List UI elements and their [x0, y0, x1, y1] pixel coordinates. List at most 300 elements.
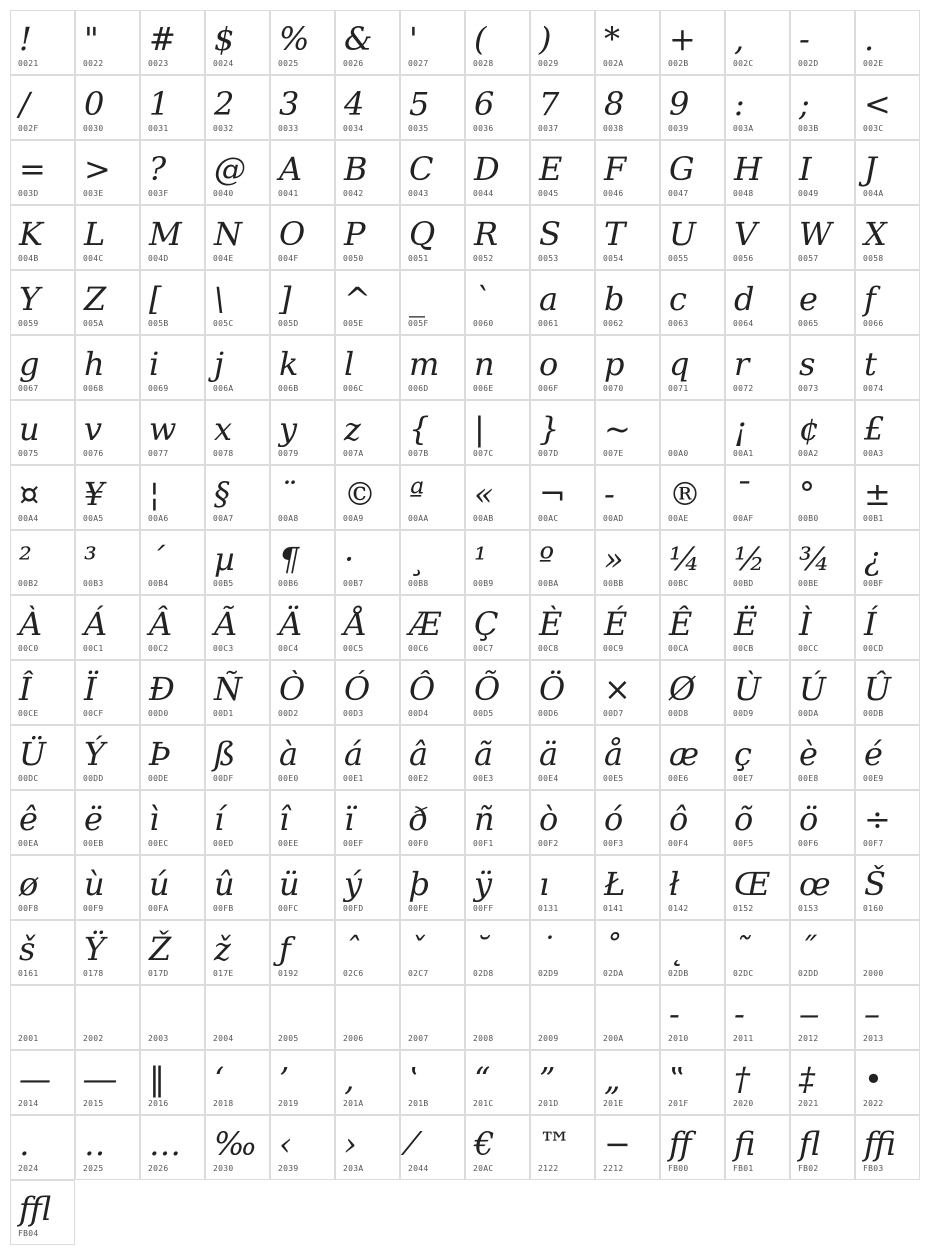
glyph-sample: <: [864, 85, 891, 123]
glyph-codepoint: 00CD: [863, 644, 884, 653]
glyph-sample: ‛: [409, 1060, 420, 1098]
glyph-codepoint: 00E0: [278, 774, 299, 783]
glyph-cell: [10, 75, 75, 140]
glyph-sample: &: [344, 20, 373, 58]
glyph-sample: è: [799, 735, 818, 773]
glyph-cell: [595, 400, 660, 465]
glyph-sample: ': [409, 20, 418, 58]
glyph-cell: [725, 140, 790, 205]
glyph-codepoint: 004A: [863, 189, 884, 198]
glyph-codepoint: 00A7: [213, 514, 234, 523]
glyph-cell: [335, 855, 400, 920]
glyph-cell: [270, 790, 335, 855]
glyph-sample: =: [19, 150, 46, 188]
glyph-cell: [530, 205, 595, 270]
glyph-codepoint: 2008: [473, 1034, 494, 1043]
glyph-codepoint: 007D: [538, 449, 559, 458]
glyph-codepoint: 004E: [213, 254, 234, 263]
glyph-sample: É: [604, 605, 628, 643]
glyph-sample: H: [734, 150, 762, 188]
glyph-codepoint: 2026: [148, 1164, 169, 1173]
glyph-cell: [855, 75, 920, 140]
glyph-cell: [530, 75, 595, 140]
glyph-sample: Þ: [149, 735, 171, 773]
glyph-codepoint: 00B7: [343, 579, 364, 588]
glyph-cell: [855, 400, 920, 465]
glyph-codepoint: 00A3: [863, 449, 884, 458]
glyph-cell: [855, 1050, 920, 1115]
glyph-codepoint: 0031: [148, 124, 169, 133]
glyph-cell: [660, 335, 725, 400]
glyph-cell: [270, 595, 335, 660]
glyph-cell: [855, 855, 920, 920]
glyph-cell: [465, 10, 530, 75]
glyph-codepoint: 00A6: [148, 514, 169, 523]
glyph-sample: ․: [19, 1125, 30, 1163]
glyph-cell: [530, 985, 595, 1050]
glyph-cell: [270, 140, 335, 205]
glyph-codepoint: 00C3: [213, 644, 234, 653]
glyph-sample: ì: [149, 800, 160, 838]
glyph-codepoint: 201D: [538, 1099, 559, 1108]
glyph-cell: [530, 270, 595, 335]
glyph-sample: R: [474, 215, 499, 253]
glyph-cell: [725, 465, 790, 530]
glyph-sample: ¶: [279, 540, 300, 578]
glyph-cell: [75, 790, 140, 855]
glyph-codepoint: 201F: [668, 1099, 689, 1108]
glyph-cell: [205, 140, 270, 205]
glyph-sample: $: [214, 20, 235, 58]
glyph-cell: [400, 400, 465, 465]
glyph-sample: ~: [604, 410, 631, 448]
glyph-cell: [400, 725, 465, 790]
glyph-sample: U: [669, 215, 696, 253]
glyph-cell: [660, 920, 725, 985]
glyph-cell: [205, 855, 270, 920]
glyph-codepoint: 005D: [278, 319, 299, 328]
glyph-codepoint: 0041: [278, 189, 299, 198]
glyph-cell: [790, 335, 855, 400]
glyph-cell: [595, 1115, 660, 1180]
glyph-sample: é: [864, 735, 883, 773]
glyph-codepoint: 002A: [603, 59, 624, 68]
glyph-codepoint: 2044: [408, 1164, 429, 1173]
glyph-cell: [10, 790, 75, 855]
glyph-cell: [725, 595, 790, 660]
glyph-cell: [140, 270, 205, 335]
glyph-cell: [855, 270, 920, 335]
glyph-cell: [10, 725, 75, 790]
glyph-cell: [75, 465, 140, 530]
glyph-sample: œ: [799, 865, 831, 903]
glyph-sample: ﬀ: [669, 1125, 692, 1163]
glyph-cell: [465, 335, 530, 400]
glyph-codepoint: 00B5: [213, 579, 234, 588]
glyph-codepoint: 002B: [668, 59, 689, 68]
glyph-codepoint: 2021: [798, 1099, 819, 1108]
glyph-sample: ÿ: [474, 865, 493, 903]
glyph-codepoint: 00A5: [83, 514, 104, 523]
glyph-sample: Ê: [669, 605, 693, 643]
glyph-sample: ‟: [669, 1060, 686, 1098]
glyph-cell: [10, 10, 75, 75]
glyph-cell: [75, 270, 140, 335]
glyph-codepoint: FB02: [798, 1164, 819, 1173]
glyph-codepoint: 00C0: [18, 644, 39, 653]
glyph-sample: ¯: [734, 475, 750, 513]
glyph-cell: [725, 205, 790, 270]
glyph-codepoint: 00EA: [18, 839, 39, 848]
glyph-codepoint: 00C2: [148, 644, 169, 653]
glyph-codepoint: 00A9: [343, 514, 364, 523]
glyph-cell: [530, 140, 595, 205]
glyph-codepoint: 2039: [278, 1164, 299, 1173]
glyph-cell: [595, 920, 660, 985]
glyph-sample: –: [864, 995, 880, 1033]
glyph-cell: [465, 790, 530, 855]
glyph-codepoint: 0058: [863, 254, 884, 263]
glyph-sample: ˜: [734, 930, 750, 968]
glyph-sample: Ú: [799, 670, 826, 708]
glyph-cell: [790, 530, 855, 595]
glyph-codepoint: 0178: [83, 969, 104, 978]
glyph-cell: [790, 1115, 855, 1180]
glyph-codepoint: FB03: [863, 1164, 884, 1173]
glyph-sample: Ô: [409, 670, 436, 708]
glyph-cell: [855, 1115, 920, 1180]
glyph-sample: ?: [149, 150, 167, 188]
glyph-sample: ‖: [149, 1060, 165, 1098]
glyph-sample: ﬁ: [734, 1125, 756, 1163]
glyph-sample: ": [84, 20, 99, 58]
glyph-sample: r: [734, 345, 750, 383]
glyph-sample: ﬂ: [799, 1125, 821, 1163]
glyph-codepoint: 00A1: [733, 449, 754, 458]
glyph-sample: [539, 994, 545, 1034]
glyph-sample: à: [279, 735, 299, 773]
glyph-codepoint: 0075: [18, 449, 39, 458]
glyph-cell: [140, 140, 205, 205]
glyph-sample: @: [214, 150, 246, 188]
glyph-cell: [140, 10, 205, 75]
glyph-sample: ó: [604, 800, 624, 838]
glyph-sample: {: [409, 410, 430, 448]
glyph-codepoint: 00FE: [408, 904, 429, 913]
glyph-cell: [660, 75, 725, 140]
glyph-sample: F: [604, 150, 627, 188]
glyph-codepoint: 0029: [538, 59, 559, 68]
glyph-sample: ‘: [214, 1060, 225, 1098]
glyph-codepoint: 017E: [213, 969, 234, 978]
glyph-cell: [595, 660, 660, 725]
glyph-sample: w: [149, 410, 177, 448]
glyph-cell: [725, 790, 790, 855]
glyph-codepoint: 00E1: [343, 774, 364, 783]
glyph-sample: 6: [474, 85, 495, 123]
glyph-sample: >: [84, 150, 111, 188]
glyph-codepoint: 02DD: [798, 969, 819, 978]
glyph-cell: [855, 205, 920, 270]
glyph-cell: [660, 855, 725, 920]
glyph-sample: o: [539, 345, 559, 383]
glyph-codepoint: 02D9: [538, 969, 559, 978]
glyph-cell: [855, 530, 920, 595]
glyph-sample: Â: [149, 605, 173, 643]
glyph-codepoint: 2019: [278, 1099, 299, 1108]
glyph-sample: ¬: [539, 475, 566, 513]
glyph-sample: ¼: [669, 540, 701, 578]
glyph-codepoint: 0043: [408, 189, 429, 198]
glyph-sample: L: [84, 215, 106, 253]
glyph-codepoint: 00D9: [733, 709, 754, 718]
glyph-sample: ⁄: [409, 1125, 415, 1163]
glyph-sample: Õ: [474, 670, 501, 708]
glyph-cell: [400, 465, 465, 530]
glyph-sample: ‐: [669, 995, 680, 1033]
glyph-codepoint: 2005: [278, 1034, 299, 1043]
glyph-sample: Ò: [279, 670, 306, 708]
glyph-codepoint: 007A: [343, 449, 364, 458]
glyph-cell: [10, 530, 75, 595]
glyph-codepoint: 0141: [603, 904, 624, 913]
glyph-cell: [530, 595, 595, 660]
glyph-cell: [465, 595, 530, 660]
glyph-cell: [660, 270, 725, 335]
glyph-codepoint: 0068: [83, 384, 104, 393]
glyph-codepoint: 200A: [603, 1034, 624, 1043]
glyph-cell: [530, 465, 595, 530]
glyph-cell: [10, 270, 75, 335]
glyph-codepoint: 0074: [863, 384, 884, 393]
glyph-sample: ]: [279, 280, 292, 318]
glyph-cell: [660, 140, 725, 205]
glyph-cell: [530, 790, 595, 855]
glyph-sample: f: [864, 280, 876, 318]
glyph-cell: [855, 725, 920, 790]
glyph-sample: ™: [539, 1125, 571, 1163]
glyph-codepoint: 0044: [473, 189, 494, 198]
glyph-cell: [465, 855, 530, 920]
glyph-sample: 5: [409, 85, 430, 123]
glyph-sample: Û: [864, 670, 891, 708]
glyph-codepoint: 00D1: [213, 709, 234, 718]
glyph-sample: -: [604, 475, 615, 513]
glyph-cell: [790, 660, 855, 725]
glyph-sample: K: [19, 215, 43, 253]
glyph-cell: [660, 660, 725, 725]
glyph-sample: Ł: [604, 865, 626, 903]
glyph-cell: [790, 10, 855, 75]
glyph-cell: [660, 465, 725, 530]
glyph-cell: [595, 855, 660, 920]
glyph-cell: [790, 920, 855, 985]
glyph-codepoint: 00B1: [863, 514, 884, 523]
glyph-cell: [335, 985, 400, 1050]
glyph-cell: [10, 1115, 75, 1180]
glyph-cell: [400, 270, 465, 335]
glyph-codepoint: 00C7: [473, 644, 494, 653]
glyph-sample: ˛: [669, 930, 685, 968]
glyph-codepoint: 0057: [798, 254, 819, 263]
glyph-sample: ): [539, 20, 552, 58]
glyph-cell: [75, 725, 140, 790]
glyph-codepoint: 00FC: [278, 904, 299, 913]
glyph-cell: [790, 985, 855, 1050]
glyph-codepoint: 00E3: [473, 774, 494, 783]
glyph-sample: õ: [734, 800, 754, 838]
glyph-codepoint: 00BB: [603, 579, 624, 588]
glyph-cell: [465, 75, 530, 140]
glyph-codepoint: 0045: [538, 189, 559, 198]
glyph-cell: [790, 595, 855, 660]
glyph-sample: s: [799, 345, 816, 383]
glyph-codepoint: 0077: [148, 449, 169, 458]
glyph-sample: ë: [84, 800, 103, 838]
glyph-cell: [75, 400, 140, 465]
glyph-cell: [270, 660, 335, 725]
glyph-codepoint: 00A0: [668, 449, 689, 458]
glyph-cell: [335, 595, 400, 660]
glyph-codepoint: 0054: [603, 254, 624, 263]
glyph-cell: [725, 400, 790, 465]
glyph-codepoint: 00FB: [213, 904, 234, 913]
glyph-sample: ‒: [799, 995, 820, 1033]
glyph-codepoint: 007C: [473, 449, 494, 458]
glyph-sample: 4: [344, 85, 365, 123]
glyph-sample: +: [669, 20, 696, 58]
glyph-codepoint: 0030: [83, 124, 104, 133]
glyph-sample: Ì: [799, 605, 812, 643]
glyph-sample: h: [84, 345, 105, 383]
glyph-cell: [855, 595, 920, 660]
glyph-codepoint: 00A4: [18, 514, 39, 523]
glyph-cell: [335, 10, 400, 75]
glyph-sample: T: [604, 215, 626, 253]
glyph-cell: [400, 920, 465, 985]
glyph-sample: £: [864, 410, 885, 448]
glyph-sample: Ð: [149, 670, 175, 708]
glyph-codepoint: 00E4: [538, 774, 559, 783]
glyph-cell: [660, 530, 725, 595]
glyph-sample: t: [864, 345, 877, 383]
glyph-cell: [790, 270, 855, 335]
glyph-sample: N: [214, 215, 242, 253]
glyph-sample: û: [214, 865, 235, 903]
glyph-sample: \: [214, 280, 225, 318]
glyph-cell: [335, 725, 400, 790]
glyph-sample: ò: [539, 800, 559, 838]
glyph-cell: [75, 1115, 140, 1180]
glyph-codepoint: 2015: [83, 1099, 104, 1108]
glyph-codepoint: 00B0: [798, 514, 819, 523]
glyph-codepoint: 2000: [863, 969, 884, 978]
glyph-codepoint: 00E8: [798, 774, 819, 783]
glyph-sample: g: [19, 345, 40, 383]
glyph-codepoint: 003D: [18, 189, 39, 198]
glyph-sample: ²: [19, 540, 32, 578]
glyph-codepoint: 003F: [148, 189, 169, 198]
glyph-codepoint: 02DB: [668, 969, 689, 978]
glyph-codepoint: 004B: [18, 254, 39, 263]
glyph-cell: [140, 75, 205, 140]
glyph-cell: [205, 1050, 270, 1115]
glyph-cell: [270, 465, 335, 530]
glyph-sample: Ë: [734, 605, 758, 643]
glyph-sample: €: [474, 1125, 495, 1163]
glyph-sample: !: [19, 20, 32, 58]
glyph-sample: ù: [84, 865, 105, 903]
glyph-codepoint: 0152: [733, 904, 754, 913]
glyph-codepoint: 00C1: [83, 644, 104, 653]
glyph-sample: ^: [344, 280, 371, 318]
glyph-codepoint: 00EE: [278, 839, 299, 848]
glyph-codepoint: 005E: [343, 319, 364, 328]
glyph-codepoint: 006C: [343, 384, 364, 393]
glyph-sample: ¨: [279, 475, 295, 513]
glyph-sample: 3: [279, 85, 300, 123]
glyph-codepoint: 002E: [863, 59, 884, 68]
glyph-cell: [75, 855, 140, 920]
glyph-codepoint: 0022: [83, 59, 104, 68]
glyph-codepoint: 0059: [18, 319, 39, 328]
glyph-sample: —: [19, 1060, 51, 1098]
glyph-cell: [10, 465, 75, 530]
glyph-codepoint: 00F4: [668, 839, 689, 848]
glyph-codepoint: 007B: [408, 449, 429, 458]
glyph-cell: [855, 985, 920, 1050]
glyph-codepoint: 00D5: [473, 709, 494, 718]
glyph-sample: W: [799, 215, 832, 253]
glyph-codepoint: 0051: [408, 254, 429, 263]
glyph-sample: *: [604, 20, 620, 58]
glyph-cell: [465, 270, 530, 335]
glyph-codepoint: 00CA: [668, 644, 689, 653]
glyph-cell: [140, 985, 205, 1050]
glyph-sample: Ä: [279, 605, 303, 643]
glyph-sample: ˇ: [409, 930, 425, 968]
glyph-cell: [595, 985, 660, 1050]
glyph-codepoint: 0047: [668, 189, 689, 198]
glyph-codepoint: 2018: [213, 1099, 234, 1108]
glyph-sample: Ù: [734, 670, 761, 708]
glyph-sample: 8: [604, 85, 625, 123]
glyph-codepoint: 004C: [83, 254, 104, 263]
glyph-sample: ã: [474, 735, 494, 773]
glyph-cell: [400, 75, 465, 140]
glyph-cell: [270, 1115, 335, 1180]
glyph-codepoint: 00A8: [278, 514, 299, 523]
glyph-cell: [595, 530, 660, 595]
glyph-cell: [140, 400, 205, 465]
glyph-cell: [335, 270, 400, 335]
glyph-cell: [270, 10, 335, 75]
glyph-codepoint: 005A: [83, 319, 104, 328]
glyph-cell: [725, 855, 790, 920]
glyph-codepoint: 002F: [18, 124, 39, 133]
glyph-codepoint: 00E5: [603, 774, 624, 783]
glyph-codepoint: 0053: [538, 254, 559, 263]
glyph-sample: E: [539, 150, 563, 188]
glyph-cell: [10, 400, 75, 465]
glyph-cell: [140, 660, 205, 725]
glyph-sample: Ñ: [214, 670, 242, 708]
glyph-cell: [10, 595, 75, 660]
glyph-sample: b: [604, 280, 625, 318]
glyph-codepoint: 201E: [603, 1099, 624, 1108]
glyph-codepoint: 00AC: [538, 514, 559, 523]
glyph-cell: [270, 530, 335, 595]
